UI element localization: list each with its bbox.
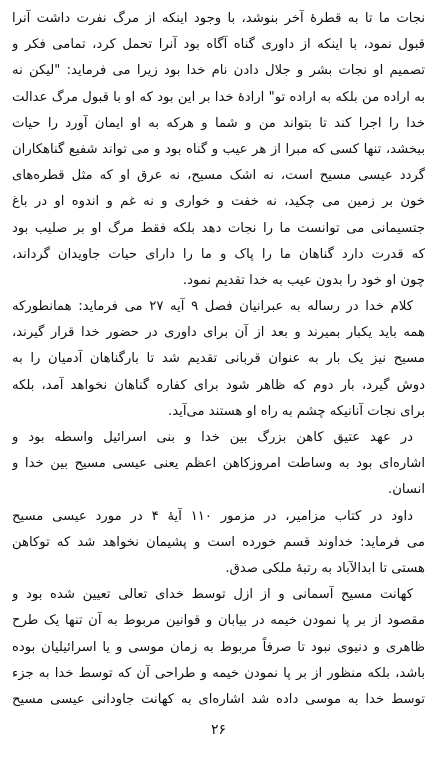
- text-line: که قدرت دارد گناهان ما را پاک و ما را دارای حیات جاویدان گرداند،: [12, 246, 425, 262]
- text-line: گردد عیسی مسیح است، نه اشک مسیح، نه عرق او که مثل قطره‌های: [12, 168, 425, 184]
- text-line: مقصود از بر پا نمودن خیمه در بیابان و قوانین مربوط به آن تنها یک طرح: [12, 613, 425, 629]
- paragraph-5: [12, 582, 425, 713]
- text-line: ببخشد، تنها کسی که مبرا از هر عیب و گناه بود و می تواند شفیع گناهکاران: [12, 141, 425, 157]
- text-line: هستی تا ابدالآباد به رتبهٔ ملکی صدق.: [225, 560, 425, 576]
- text-line: می فرماید: خداوند قسم خورده است و پشیمان نخواهد شد که توکاهن: [12, 534, 425, 550]
- text-line: توسط خدا به موسی داده شد اشاره‌ای به کهانت جاودانی عیسی مسیح: [12, 691, 425, 707]
- text-line: خون بر زمین می چکید، نه خفت و خواری و نه غم و اندوه او در باغ: [12, 194, 425, 210]
- text-line: جتسیمانی می توانست ما را نجات دهد بلکه فقط مرگ او بر صلیب بود: [12, 220, 425, 236]
- text-line: ظاهری و دنیوی نبود تا صرفاً مربوط به زمان موسی و یا اسرائیلیان بوده: [12, 639, 425, 655]
- text-line: کهانت مسیح آسمانی و از ازل توسط خدای تعالی تعیین شده بود و: [12, 587, 413, 603]
- paragraph-3: [12, 425, 425, 504]
- page-number: ۲۶: [210, 722, 227, 738]
- text-line: چون او خود را بدون عیب به خدا تقدیم نمود.: [182, 272, 425, 288]
- paragraph-2: [12, 294, 425, 425]
- text-line: برای نجات آنانیکه چشم به راه او هستند می‌آید.: [168, 403, 425, 419]
- text-line: باشد، بلکه منظور از بر پا نمودن خیمه و طراحی آن که توسط خدا به جزء: [12, 665, 425, 681]
- text-line: به اراده من بلکه به اراده تو" ارادهٔ خدا بر این بود که او با قبول مرگ عدالت: [12, 89, 425, 105]
- text-line: خدا را اجرا کند تا بتواند من و شما و هرکه به او ایمان آورد را حیات: [12, 115, 425, 131]
- text-line: داود در کتاب مزامیر، در مزمور ۱۱۰ آیهٔ ۴ در مورد عیسی مسیح: [12, 508, 413, 524]
- text-line: مسیح نیز یک بار به عنوان قربانی تقدیم شد تا بارگناهان آدمیان را به: [12, 351, 425, 367]
- text-line: تصمیم او نجات بشر و جلال دادن نام خدا بود زیرا می فرماید: "لیکن نه: [12, 63, 425, 79]
- text-line: نجات ما تا به قطرهٔ آخر بنوشد، با وجود اینکه از مرگ نفرت داشت آنرا: [12, 11, 425, 26]
- text-line: قبول نمود، با اینکه از داوری گناه آگاه بود آنرا تحمل کرد، تمامی فکر و: [12, 37, 425, 53]
- text-line: همه باید یکبار بمیرند و بعد از آن برای داوری در حضور خدا قرار گیرند،: [12, 325, 425, 341]
- text-line: کلام خدا در رساله به عبرانیان فصل ۹ آیه ۲۷ می فرماید: همانطورکه: [12, 299, 413, 315]
- text-line: اشاره‌ای بود به وساطت امروزکاهن اعظم یعنی عیسی مسیح بین خدا و: [12, 456, 425, 472]
- text-line: در عهد عتیق کاهن بزرگ بین خدا و بنی اسرائیل واسطه بود و: [12, 430, 413, 445]
- text-line: دوش گیرد، بار دوم که ظاهر شود برای کفاره گناهان نخواهد آمد، بلکه: [12, 377, 425, 393]
- text-line: انسان.: [388, 482, 425, 498]
- paragraph-4: [12, 504, 425, 583]
- paragraph-1: [12, 6, 425, 294]
